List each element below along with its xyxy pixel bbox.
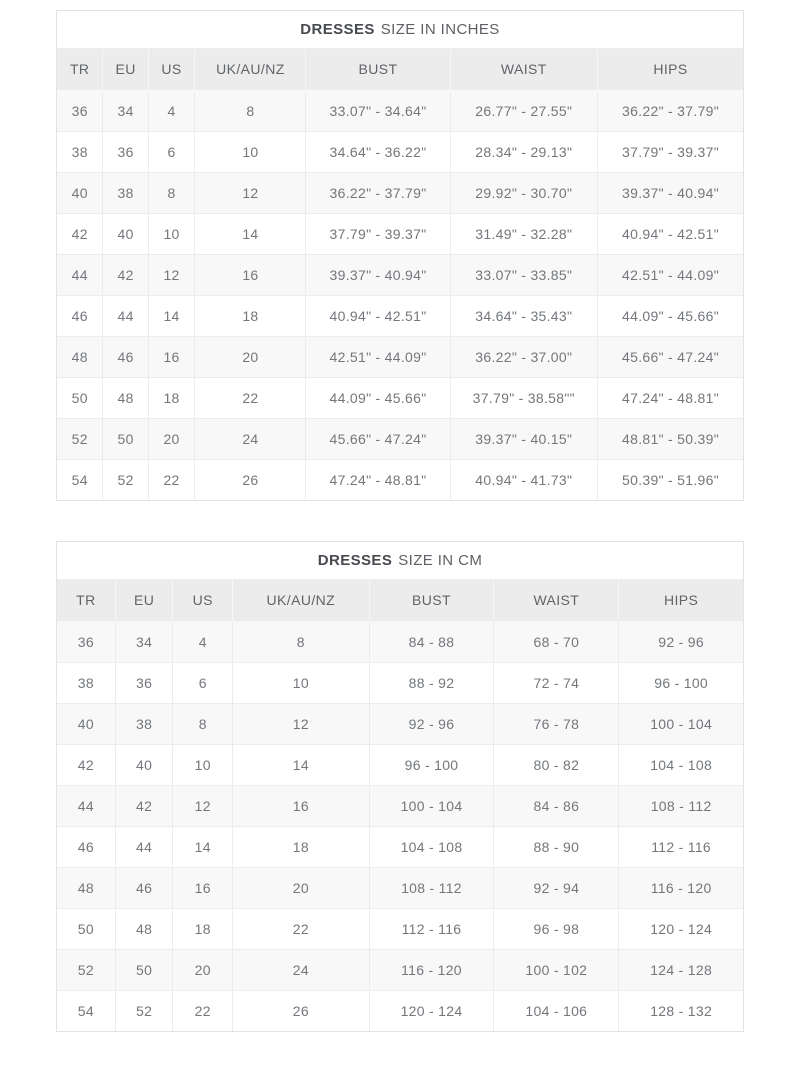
table-cell: 39.37" - 40.94": [306, 254, 450, 295]
table-row: [57, 459, 743, 500]
table-cell: 40: [57, 703, 115, 744]
column-header: HIPS: [619, 580, 743, 621]
table-cell: 16: [233, 785, 370, 826]
table-cell: 38: [115, 703, 173, 744]
table-cell: 29.92" - 30.70": [450, 172, 597, 213]
cm-title-product: DRESSES: [317, 552, 393, 569]
table-cell: 18: [195, 295, 306, 336]
table-cell: 88 - 92: [369, 662, 494, 703]
table-cell: 84 - 88: [369, 621, 494, 662]
table-row: [57, 744, 743, 785]
table-cell: 72 - 74: [494, 662, 619, 703]
table-row: [57, 336, 743, 377]
table-cell: 36.22" - 37.79": [306, 172, 450, 213]
cm-title-unit: SIZE IN CM: [398, 552, 483, 569]
table-cell: 45.66" - 47.24": [598, 336, 743, 377]
table-cell: 33.07" - 33.85": [450, 254, 597, 295]
table-row: [57, 990, 743, 1031]
table-cell: 12: [195, 172, 306, 213]
table-cell: 50: [103, 418, 148, 459]
table-cell: 120 - 124: [369, 990, 494, 1031]
table-cell: 84 - 86: [494, 785, 619, 826]
table-cell: 4: [173, 621, 233, 662]
table-cell: 8: [195, 90, 306, 131]
table-cell: 36: [115, 662, 173, 703]
table-cell: 100 - 104: [619, 703, 743, 744]
table-cell: 54: [57, 990, 115, 1031]
table-cell: 16: [148, 336, 195, 377]
table-cell: 50.39" - 51.96": [598, 459, 743, 500]
table-cell: 24: [195, 418, 306, 459]
table-cell: 26: [233, 990, 370, 1031]
table-cell: 40.94" - 42.51": [598, 213, 743, 254]
table-cell: 104 - 108: [369, 826, 494, 867]
header-row: [57, 580, 743, 621]
table-cell: 10: [195, 131, 306, 172]
table-cell: 40: [103, 213, 148, 254]
table-cell: 4: [148, 90, 195, 131]
table-cell: 6: [148, 131, 195, 172]
table-cell: 37.79" - 39.37": [598, 131, 743, 172]
table-cell: 44: [103, 295, 148, 336]
table-cell: 50: [57, 908, 115, 949]
table-row: [57, 295, 743, 336]
column-header: TR: [57, 580, 115, 621]
table-cell: 33.07" - 34.64": [306, 90, 450, 131]
table-cell: 96 - 100: [369, 744, 494, 785]
table-cell: 39.37" - 40.15": [450, 418, 597, 459]
table-row: [57, 621, 743, 662]
table-cell: 96 - 100: [619, 662, 743, 703]
cm-table-title: [57, 542, 743, 580]
table-cell: 44.09" - 45.66": [598, 295, 743, 336]
column-header: US: [148, 49, 195, 90]
dresses-cm-table: [57, 580, 743, 1031]
table-cell: 42: [115, 785, 173, 826]
table-cell: 40: [115, 744, 173, 785]
column-header: WAIST: [450, 49, 597, 90]
header-row: [57, 49, 743, 90]
table-cell: 46: [57, 826, 115, 867]
table-cell: 14: [173, 826, 233, 867]
table-row: [57, 254, 743, 295]
table-cell: 12: [233, 703, 370, 744]
column-header: TR: [57, 49, 103, 90]
table-row: [57, 867, 743, 908]
table-cell: 52: [57, 418, 103, 459]
table-cell: 44: [115, 826, 173, 867]
table-cell: 26: [195, 459, 306, 500]
table-cell: 80 - 82: [494, 744, 619, 785]
table-cell: 104 - 106: [494, 990, 619, 1031]
table-cell: 22: [195, 377, 306, 418]
table-cell: 108 - 112: [619, 785, 743, 826]
table-cell: 68 - 70: [494, 621, 619, 662]
table-row: [57, 213, 743, 254]
inches-table-body: [57, 90, 743, 500]
table-row: [57, 90, 743, 131]
column-header: UK/AU/NZ: [195, 49, 306, 90]
table-cell: 120 - 124: [619, 908, 743, 949]
dresses-inches-table: [57, 49, 743, 500]
table-cell: 96 - 98: [494, 908, 619, 949]
table-cell: 47.24" - 48.81": [598, 377, 743, 418]
table-cell: 40: [57, 172, 103, 213]
table-row: [57, 131, 743, 172]
table-cell: 42.51" - 44.09": [306, 336, 450, 377]
table-cell: 42.51" - 44.09": [598, 254, 743, 295]
table-cell: 36.22" - 37.79": [598, 90, 743, 131]
table-cell: 48: [57, 336, 103, 377]
table-row: [57, 662, 743, 703]
table-cell: 48: [57, 867, 115, 908]
column-header: BUST: [306, 49, 450, 90]
table-cell: 50: [57, 377, 103, 418]
table-cell: 76 - 78: [494, 703, 619, 744]
table-cell: 47.24" - 48.81": [306, 459, 450, 500]
table-cell: 24: [233, 949, 370, 990]
column-header: BUST: [369, 580, 494, 621]
cm-table-header: [57, 580, 743, 621]
table-cell: 20: [173, 949, 233, 990]
table-cell: 37.79" - 39.37": [306, 213, 450, 254]
column-header: US: [173, 580, 233, 621]
table-cell: 18: [233, 826, 370, 867]
table-cell: 124 - 128: [619, 949, 743, 990]
table-cell: 8: [173, 703, 233, 744]
dresses-inches-chart: [56, 10, 744, 501]
table-cell: 36: [57, 621, 115, 662]
table-cell: 112 - 116: [369, 908, 494, 949]
table-cell: 54: [57, 459, 103, 500]
column-header: WAIST: [494, 580, 619, 621]
table-cell: 38: [103, 172, 148, 213]
table-cell: 42: [57, 213, 103, 254]
table-row: [57, 908, 743, 949]
table-row: [57, 172, 743, 213]
table-cell: 8: [233, 621, 370, 662]
table-cell: 40.94" - 42.51": [306, 295, 450, 336]
table-cell: 44: [57, 785, 115, 826]
table-cell: 34.64" - 36.22": [306, 131, 450, 172]
table-cell: 42: [57, 744, 115, 785]
table-cell: 28.34" - 29.13": [450, 131, 597, 172]
table-row: [57, 826, 743, 867]
table-row: [57, 785, 743, 826]
table-cell: 40.94" - 41.73": [450, 459, 597, 500]
column-header: HIPS: [598, 49, 743, 90]
table-cell: 37.79" - 38.58"": [450, 377, 597, 418]
table-row: [57, 377, 743, 418]
table-cell: 10: [173, 744, 233, 785]
table-cell: 116 - 120: [619, 867, 743, 908]
table-cell: 50: [115, 949, 173, 990]
table-cell: 34: [115, 621, 173, 662]
table-cell: 100 - 104: [369, 785, 494, 826]
table-row: [57, 949, 743, 990]
table-cell: 36: [57, 90, 103, 131]
table-cell: 92 - 96: [619, 621, 743, 662]
table-cell: 48.81" - 50.39": [598, 418, 743, 459]
table-cell: 18: [173, 908, 233, 949]
table-cell: 128 - 132: [619, 990, 743, 1031]
table-cell: 6: [173, 662, 233, 703]
table-cell: 14: [195, 213, 306, 254]
table-cell: 39.37" - 40.94": [598, 172, 743, 213]
table-cell: 104 - 108: [619, 744, 743, 785]
table-cell: 46: [103, 336, 148, 377]
table-cell: 45.66" - 47.24": [306, 418, 450, 459]
table-cell: 112 - 116: [619, 826, 743, 867]
table-cell: 52: [103, 459, 148, 500]
table-cell: 38: [57, 662, 115, 703]
table-cell: 12: [173, 785, 233, 826]
table-cell: 116 - 120: [369, 949, 494, 990]
table-cell: 10: [233, 662, 370, 703]
table-cell: 16: [173, 867, 233, 908]
table-cell: 48: [115, 908, 173, 949]
table-cell: 12: [148, 254, 195, 295]
table-cell: 92 - 96: [369, 703, 494, 744]
table-cell: 8: [148, 172, 195, 213]
table-cell: 36.22" - 37.00": [450, 336, 597, 377]
table-cell: 52: [115, 990, 173, 1031]
table-cell: 26.77" - 27.55": [450, 90, 597, 131]
size-charts-page: [56, 10, 744, 1032]
table-cell: 34.64" - 35.43": [450, 295, 597, 336]
table-cell: 52: [57, 949, 115, 990]
dresses-cm-chart: [56, 541, 744, 1032]
table-cell: 38: [57, 131, 103, 172]
table-cell: 44.09" - 45.66": [306, 377, 450, 418]
column-header: EU: [103, 49, 148, 90]
table-row: [57, 703, 743, 744]
table-cell: 22: [233, 908, 370, 949]
table-cell: 22: [148, 459, 195, 500]
inches-table-title: [57, 11, 743, 49]
table-cell: 10: [148, 213, 195, 254]
table-cell: 31.49" - 32.28": [450, 213, 597, 254]
table-cell: 48: [103, 377, 148, 418]
table-cell: 34: [103, 90, 148, 131]
inches-table-header: [57, 49, 743, 90]
cm-table-body: [57, 621, 743, 1031]
table-cell: 44: [57, 254, 103, 295]
table-cell: 16: [195, 254, 306, 295]
inches-title-unit: SIZE IN INCHES: [380, 21, 500, 38]
column-header: UK/AU/NZ: [233, 580, 370, 621]
table-cell: 18: [148, 377, 195, 418]
table-cell: 46: [57, 295, 103, 336]
column-header: EU: [115, 580, 173, 621]
table-cell: 88 - 90: [494, 826, 619, 867]
table-cell: 14: [233, 744, 370, 785]
table-cell: 20: [148, 418, 195, 459]
table-cell: 20: [233, 867, 370, 908]
table-cell: 20: [195, 336, 306, 377]
table-cell: 108 - 112: [369, 867, 494, 908]
table-cell: 46: [115, 867, 173, 908]
table-cell: 14: [148, 295, 195, 336]
table-cell: 42: [103, 254, 148, 295]
table-cell: 36: [103, 131, 148, 172]
inches-title-product: DRESSES: [300, 21, 375, 38]
table-cell: 100 - 102: [494, 949, 619, 990]
table-cell: 22: [173, 990, 233, 1031]
table-row: [57, 418, 743, 459]
table-cell: 92 - 94: [494, 867, 619, 908]
